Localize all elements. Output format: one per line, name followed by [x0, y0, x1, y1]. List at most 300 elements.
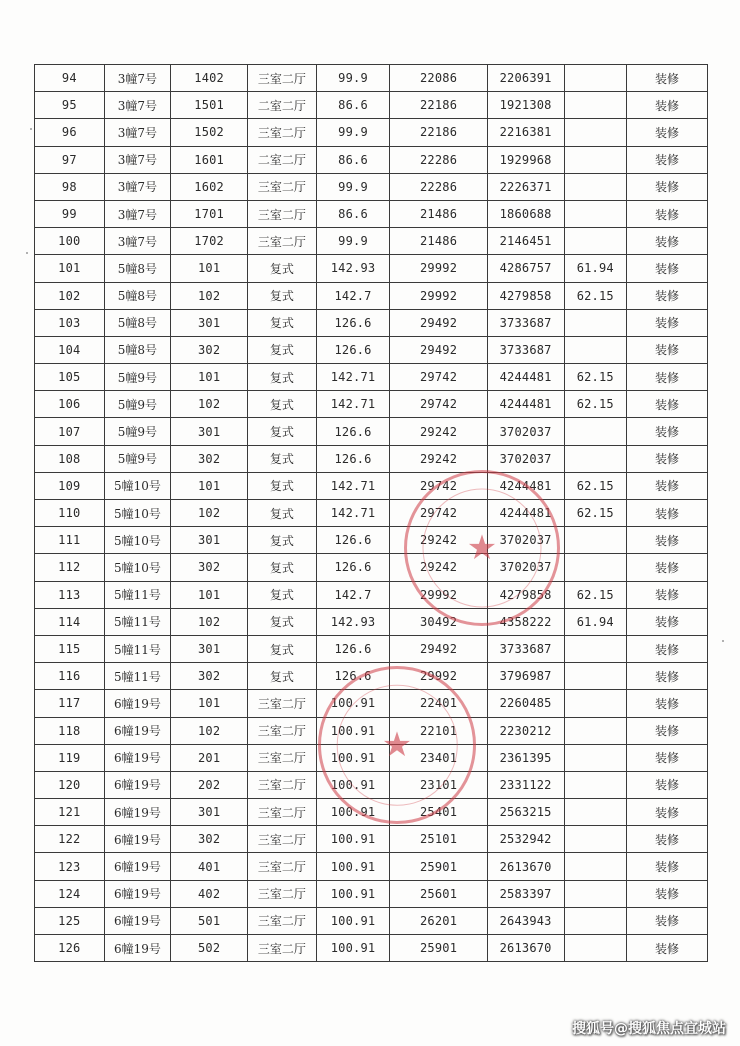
unit-price-cell: 22186 — [390, 119, 487, 146]
total-price-cell: 2563215 — [487, 799, 564, 826]
total-price-cell: 4244481 — [487, 472, 564, 499]
row-number-cell: 107 — [35, 418, 105, 445]
total-price-cell: 4244481 — [487, 500, 564, 527]
room-number-cell: 301 — [171, 309, 248, 336]
area-cell: 142.71 — [316, 500, 390, 527]
area-cell: 99.9 — [316, 65, 390, 92]
layout-type-cell: 二室二厅 — [248, 92, 317, 119]
unit-price-cell: 23101 — [390, 771, 487, 798]
total-price-cell: 3702037 — [487, 445, 564, 472]
building-cell: 5幢10号 — [104, 527, 171, 554]
total-price-cell: 4244481 — [487, 391, 564, 418]
room-number-cell: 302 — [171, 445, 248, 472]
source-watermark: 搜狐号@搜狐焦点宜城站 — [572, 1021, 726, 1037]
unit-price-cell: 29242 — [390, 527, 487, 554]
total-price-cell: 2226371 — [487, 173, 564, 200]
unit-price-cell: 29742 — [390, 364, 487, 391]
scan-speck — [722, 640, 724, 642]
decoration-cell: 装修 — [627, 445, 708, 472]
row-number-cell: 100 — [35, 228, 105, 255]
room-number-cell: 1701 — [171, 200, 248, 227]
table-row — [35, 635, 708, 662]
area-cell: 86.6 — [316, 146, 390, 173]
room-number-cell: 1601 — [171, 146, 248, 173]
area-cell: 142.7 — [316, 581, 390, 608]
layout-type-cell: 三室二厅 — [248, 173, 317, 200]
decoration-cell: 装修 — [627, 228, 708, 255]
decoration-cell: 装修 — [627, 744, 708, 771]
table-row — [35, 472, 708, 499]
extra-area-cell — [564, 799, 626, 826]
total-price-cell: 4286757 — [487, 255, 564, 282]
row-number-cell: 113 — [35, 581, 105, 608]
table-row — [35, 935, 708, 962]
scan-speck — [30, 128, 32, 130]
scan-speck — [26, 252, 28, 254]
unit-price-cell: 22286 — [390, 173, 487, 200]
unit-price-cell: 25101 — [390, 826, 487, 853]
area-cell: 126.6 — [316, 527, 390, 554]
row-number-cell: 114 — [35, 608, 105, 635]
total-price-cell: 4244481 — [487, 364, 564, 391]
row-number-cell: 103 — [35, 309, 105, 336]
layout-type-cell: 复式 — [248, 364, 317, 391]
extra-area-cell: 62.15 — [564, 581, 626, 608]
decoration-cell: 装修 — [627, 717, 708, 744]
area-cell: 142.93 — [316, 255, 390, 282]
building-cell: 5幢8号 — [104, 282, 171, 309]
decoration-cell: 装修 — [627, 146, 708, 173]
table-row — [35, 581, 708, 608]
unit-price-cell: 21486 — [390, 200, 487, 227]
decoration-cell: 装修 — [627, 173, 708, 200]
building-cell: 3幢7号 — [104, 65, 171, 92]
row-number-cell: 105 — [35, 364, 105, 391]
total-price-cell: 2206391 — [487, 65, 564, 92]
unit-price-cell: 29992 — [390, 663, 487, 690]
building-cell: 6幢19号 — [104, 771, 171, 798]
total-price-cell: 3733687 — [487, 336, 564, 363]
area-cell: 100.91 — [316, 907, 390, 934]
total-price-cell: 3733687 — [487, 635, 564, 662]
row-number-cell: 126 — [35, 935, 105, 962]
extra-area-cell — [564, 554, 626, 581]
decoration-cell: 装修 — [627, 907, 708, 934]
extra-area-cell — [564, 880, 626, 907]
table-row — [35, 92, 708, 119]
extra-area-cell: 61.94 — [564, 608, 626, 635]
row-number-cell: 94 — [35, 65, 105, 92]
unit-price-cell: 29992 — [390, 255, 487, 282]
decoration-cell: 装修 — [627, 92, 708, 119]
total-price-cell: 3702037 — [487, 418, 564, 445]
area-cell: 100.91 — [316, 744, 390, 771]
building-cell: 5幢8号 — [104, 309, 171, 336]
table-row — [35, 907, 708, 934]
area-cell: 100.91 — [316, 717, 390, 744]
building-cell: 5幢8号 — [104, 255, 171, 282]
decoration-cell: 装修 — [627, 663, 708, 690]
building-cell: 5幢11号 — [104, 581, 171, 608]
room-number-cell: 302 — [171, 826, 248, 853]
row-number-cell: 111 — [35, 527, 105, 554]
total-price-cell: 3702037 — [487, 527, 564, 554]
row-number-cell: 95 — [35, 92, 105, 119]
room-number-cell: 502 — [171, 935, 248, 962]
building-cell: 5幢11号 — [104, 663, 171, 690]
room-number-cell: 302 — [171, 336, 248, 363]
unit-price-cell: 29492 — [390, 635, 487, 662]
building-cell: 3幢7号 — [104, 119, 171, 146]
extra-area-cell — [564, 907, 626, 934]
building-cell: 5幢9号 — [104, 364, 171, 391]
building-cell: 6幢19号 — [104, 690, 171, 717]
layout-type-cell: 三室二厅 — [248, 799, 317, 826]
area-cell: 100.91 — [316, 690, 390, 717]
total-price-cell: 4279858 — [487, 282, 564, 309]
area-cell: 126.6 — [316, 336, 390, 363]
unit-price-cell: 25401 — [390, 799, 487, 826]
extra-area-cell — [564, 690, 626, 717]
unit-price-cell: 22286 — [390, 146, 487, 173]
area-cell: 126.6 — [316, 554, 390, 581]
room-number-cell: 1702 — [171, 228, 248, 255]
room-number-cell: 101 — [171, 255, 248, 282]
total-price-cell: 2613670 — [487, 853, 564, 880]
extra-area-cell — [564, 826, 626, 853]
unit-price-cell: 29492 — [390, 336, 487, 363]
unit-price-cell: 25601 — [390, 880, 487, 907]
building-cell: 6幢19号 — [104, 826, 171, 853]
unit-price-cell: 23401 — [390, 744, 487, 771]
decoration-cell: 装修 — [627, 309, 708, 336]
layout-type-cell: 三室二厅 — [248, 200, 317, 227]
layout-type-cell: 复式 — [248, 581, 317, 608]
extra-area-cell — [564, 173, 626, 200]
area-cell: 100.91 — [316, 880, 390, 907]
total-price-cell: 2216381 — [487, 119, 564, 146]
area-cell: 99.9 — [316, 228, 390, 255]
area-cell: 100.91 — [316, 935, 390, 962]
decoration-cell: 装修 — [627, 935, 708, 962]
layout-type-cell: 三室二厅 — [248, 744, 317, 771]
room-number-cell: 302 — [171, 663, 248, 690]
layout-type-cell: 复式 — [248, 391, 317, 418]
total-price-cell: 4358222 — [487, 608, 564, 635]
room-number-cell: 301 — [171, 418, 248, 445]
room-number-cell: 302 — [171, 554, 248, 581]
extra-area-cell — [564, 744, 626, 771]
layout-type-cell: 三室二厅 — [248, 771, 317, 798]
total-price-cell: 2361395 — [487, 744, 564, 771]
extra-area-cell — [564, 65, 626, 92]
room-number-cell: 101 — [171, 472, 248, 499]
layout-type-cell: 复式 — [248, 635, 317, 662]
row-number-cell: 116 — [35, 663, 105, 690]
row-number-cell: 97 — [35, 146, 105, 173]
building-cell: 5幢9号 — [104, 445, 171, 472]
decoration-cell: 装修 — [627, 200, 708, 227]
layout-type-cell: 三室二厅 — [248, 65, 317, 92]
area-cell: 142.71 — [316, 364, 390, 391]
extra-area-cell — [564, 771, 626, 798]
row-number-cell: 106 — [35, 391, 105, 418]
table-row — [35, 690, 708, 717]
area-cell: 126.6 — [316, 445, 390, 472]
building-cell: 3幢7号 — [104, 228, 171, 255]
building-cell: 6幢19号 — [104, 853, 171, 880]
table-row — [35, 826, 708, 853]
table-row — [35, 336, 708, 363]
room-number-cell: 301 — [171, 799, 248, 826]
room-number-cell: 402 — [171, 880, 248, 907]
unit-price-cell: 22186 — [390, 92, 487, 119]
room-number-cell: 1402 — [171, 65, 248, 92]
row-number-cell: 108 — [35, 445, 105, 472]
room-number-cell: 401 — [171, 853, 248, 880]
decoration-cell: 装修 — [627, 65, 708, 92]
layout-type-cell: 复式 — [248, 255, 317, 282]
unit-price-cell: 22401 — [390, 690, 487, 717]
unit-price-cell: 21486 — [390, 228, 487, 255]
table-row — [35, 119, 708, 146]
room-number-cell: 1501 — [171, 92, 248, 119]
decoration-cell: 装修 — [627, 771, 708, 798]
unit-price-cell: 29992 — [390, 581, 487, 608]
table-row — [35, 527, 708, 554]
unit-price-cell: 22101 — [390, 717, 487, 744]
decoration-cell: 装修 — [627, 608, 708, 635]
table-row — [35, 799, 708, 826]
room-number-cell: 102 — [171, 717, 248, 744]
layout-type-cell: 复式 — [248, 500, 317, 527]
unit-price-cell: 29242 — [390, 445, 487, 472]
decoration-cell: 装修 — [627, 119, 708, 146]
unit-price-cell: 29742 — [390, 500, 487, 527]
building-cell: 5幢9号 — [104, 391, 171, 418]
table-row — [35, 146, 708, 173]
layout-type-cell: 复式 — [248, 309, 317, 336]
unit-price-cell: 29742 — [390, 472, 487, 499]
total-price-cell: 4279858 — [487, 581, 564, 608]
table-row — [35, 771, 708, 798]
table-row — [35, 445, 708, 472]
area-cell: 126.6 — [316, 663, 390, 690]
total-price-cell: 2643943 — [487, 907, 564, 934]
decoration-cell: 装修 — [627, 418, 708, 445]
extra-area-cell: 62.15 — [564, 282, 626, 309]
table-row — [35, 309, 708, 336]
row-number-cell: 119 — [35, 744, 105, 771]
area-cell: 100.91 — [316, 826, 390, 853]
decoration-cell: 装修 — [627, 826, 708, 853]
extra-area-cell — [564, 853, 626, 880]
table-row — [35, 173, 708, 200]
area-cell: 142.71 — [316, 391, 390, 418]
unit-price-cell: 29242 — [390, 554, 487, 581]
unit-price-cell: 25901 — [390, 935, 487, 962]
unit-price-cell: 29742 — [390, 391, 487, 418]
total-price-cell: 2331122 — [487, 771, 564, 798]
row-number-cell: 123 — [35, 853, 105, 880]
row-number-cell: 125 — [35, 907, 105, 934]
room-number-cell: 101 — [171, 690, 248, 717]
row-number-cell: 118 — [35, 717, 105, 744]
row-number-cell: 101 — [35, 255, 105, 282]
layout-type-cell: 复式 — [248, 608, 317, 635]
building-cell: 6幢19号 — [104, 799, 171, 826]
extra-area-cell: 62.15 — [564, 364, 626, 391]
layout-type-cell: 三室二厅 — [248, 853, 317, 880]
layout-type-cell: 复式 — [248, 554, 317, 581]
table-row — [35, 853, 708, 880]
row-number-cell: 104 — [35, 336, 105, 363]
extra-area-cell — [564, 717, 626, 744]
layout-type-cell: 三室二厅 — [248, 717, 317, 744]
unit-price-table-body — [35, 65, 708, 962]
room-number-cell: 102 — [171, 282, 248, 309]
layout-type-cell: 复式 — [248, 418, 317, 445]
building-cell: 5幢9号 — [104, 418, 171, 445]
total-price-cell: 2532942 — [487, 826, 564, 853]
total-price-cell: 2583397 — [487, 880, 564, 907]
table-row — [35, 255, 708, 282]
layout-type-cell: 复式 — [248, 527, 317, 554]
room-number-cell: 102 — [171, 391, 248, 418]
seal-star-icon: ★ — [381, 725, 413, 765]
layout-type-cell: 二室二厅 — [248, 146, 317, 173]
extra-area-cell — [564, 935, 626, 962]
extra-area-cell — [564, 663, 626, 690]
room-number-cell: 201 — [171, 744, 248, 771]
extra-area-cell — [564, 119, 626, 146]
layout-type-cell: 三室二厅 — [248, 935, 317, 962]
extra-area-cell — [564, 200, 626, 227]
decoration-cell: 装修 — [627, 853, 708, 880]
room-number-cell: 102 — [171, 500, 248, 527]
layout-type-cell: 复式 — [248, 472, 317, 499]
row-number-cell: 112 — [35, 554, 105, 581]
building-cell: 5幢10号 — [104, 472, 171, 499]
row-number-cell: 98 — [35, 173, 105, 200]
layout-type-cell: 复式 — [248, 445, 317, 472]
total-price-cell: 2230212 — [487, 717, 564, 744]
decoration-cell: 装修 — [627, 472, 708, 499]
decoration-cell: 装修 — [627, 799, 708, 826]
decoration-cell: 装修 — [627, 282, 708, 309]
area-cell: 126.6 — [316, 635, 390, 662]
total-price-cell: 2260485 — [487, 690, 564, 717]
table-row — [35, 228, 708, 255]
row-number-cell: 99 — [35, 200, 105, 227]
total-price-cell: 2146451 — [487, 228, 564, 255]
extra-area-cell: 62.15 — [564, 391, 626, 418]
layout-type-cell: 三室二厅 — [248, 690, 317, 717]
room-number-cell: 501 — [171, 907, 248, 934]
extra-area-cell — [564, 445, 626, 472]
table-row — [35, 364, 708, 391]
decoration-cell: 装修 — [627, 690, 708, 717]
layout-type-cell: 复式 — [248, 336, 317, 363]
decoration-cell: 装修 — [627, 500, 708, 527]
table-row — [35, 200, 708, 227]
row-number-cell: 115 — [35, 635, 105, 662]
extra-area-cell: 61.94 — [564, 255, 626, 282]
decoration-cell: 装修 — [627, 336, 708, 363]
decoration-cell: 装修 — [627, 581, 708, 608]
table-row — [35, 418, 708, 445]
building-cell: 5幢11号 — [104, 608, 171, 635]
layout-type-cell: 三室二厅 — [248, 228, 317, 255]
area-cell: 142.71 — [316, 472, 390, 499]
area-cell: 142.7 — [316, 282, 390, 309]
area-cell: 126.6 — [316, 309, 390, 336]
layout-type-cell: 三室二厅 — [248, 880, 317, 907]
table-row — [35, 717, 708, 744]
total-price-cell: 2613670 — [487, 935, 564, 962]
layout-type-cell: 三室二厅 — [248, 119, 317, 146]
room-number-cell: 101 — [171, 364, 248, 391]
row-number-cell: 122 — [35, 826, 105, 853]
row-number-cell: 102 — [35, 282, 105, 309]
area-cell: 126.6 — [316, 418, 390, 445]
decoration-cell: 装修 — [627, 527, 708, 554]
decoration-cell: 装修 — [627, 554, 708, 581]
table-row — [35, 391, 708, 418]
extra-area-cell: 62.15 — [564, 500, 626, 527]
room-number-cell: 202 — [171, 771, 248, 798]
table-row — [35, 744, 708, 771]
table-row — [35, 608, 708, 635]
building-cell: 6幢19号 — [104, 935, 171, 962]
unit-price-cell: 29992 — [390, 282, 487, 309]
room-number-cell: 301 — [171, 527, 248, 554]
building-cell: 6幢19号 — [104, 880, 171, 907]
extra-area-cell — [564, 635, 626, 662]
decoration-cell: 装修 — [627, 880, 708, 907]
area-cell: 100.91 — [316, 771, 390, 798]
row-number-cell: 124 — [35, 880, 105, 907]
unit-price-cell: 29492 — [390, 309, 487, 336]
table-row — [35, 282, 708, 309]
unit-price-cell: 26201 — [390, 907, 487, 934]
area-cell: 99.9 — [316, 119, 390, 146]
building-cell: 3幢7号 — [104, 146, 171, 173]
building-cell: 5幢11号 — [104, 635, 171, 662]
total-price-cell: 1929968 — [487, 146, 564, 173]
area-cell: 100.91 — [316, 853, 390, 880]
row-number-cell: 96 — [35, 119, 105, 146]
table-row — [35, 880, 708, 907]
decoration-cell: 装修 — [627, 364, 708, 391]
building-cell: 6幢19号 — [104, 907, 171, 934]
unit-price-cell: 30492 — [390, 608, 487, 635]
total-price-cell: 1860688 — [487, 200, 564, 227]
table-row — [35, 663, 708, 690]
extra-area-cell — [564, 309, 626, 336]
layout-type-cell: 复式 — [248, 282, 317, 309]
extra-area-cell — [564, 418, 626, 445]
area-cell: 86.6 — [316, 200, 390, 227]
extra-area-cell — [564, 92, 626, 119]
table-row — [35, 554, 708, 581]
area-cell: 99.9 — [316, 173, 390, 200]
total-price-cell: 3733687 — [487, 309, 564, 336]
area-cell: 100.91 — [316, 799, 390, 826]
layout-type-cell: 三室二厅 — [248, 826, 317, 853]
decoration-cell: 装修 — [627, 391, 708, 418]
row-number-cell: 109 — [35, 472, 105, 499]
